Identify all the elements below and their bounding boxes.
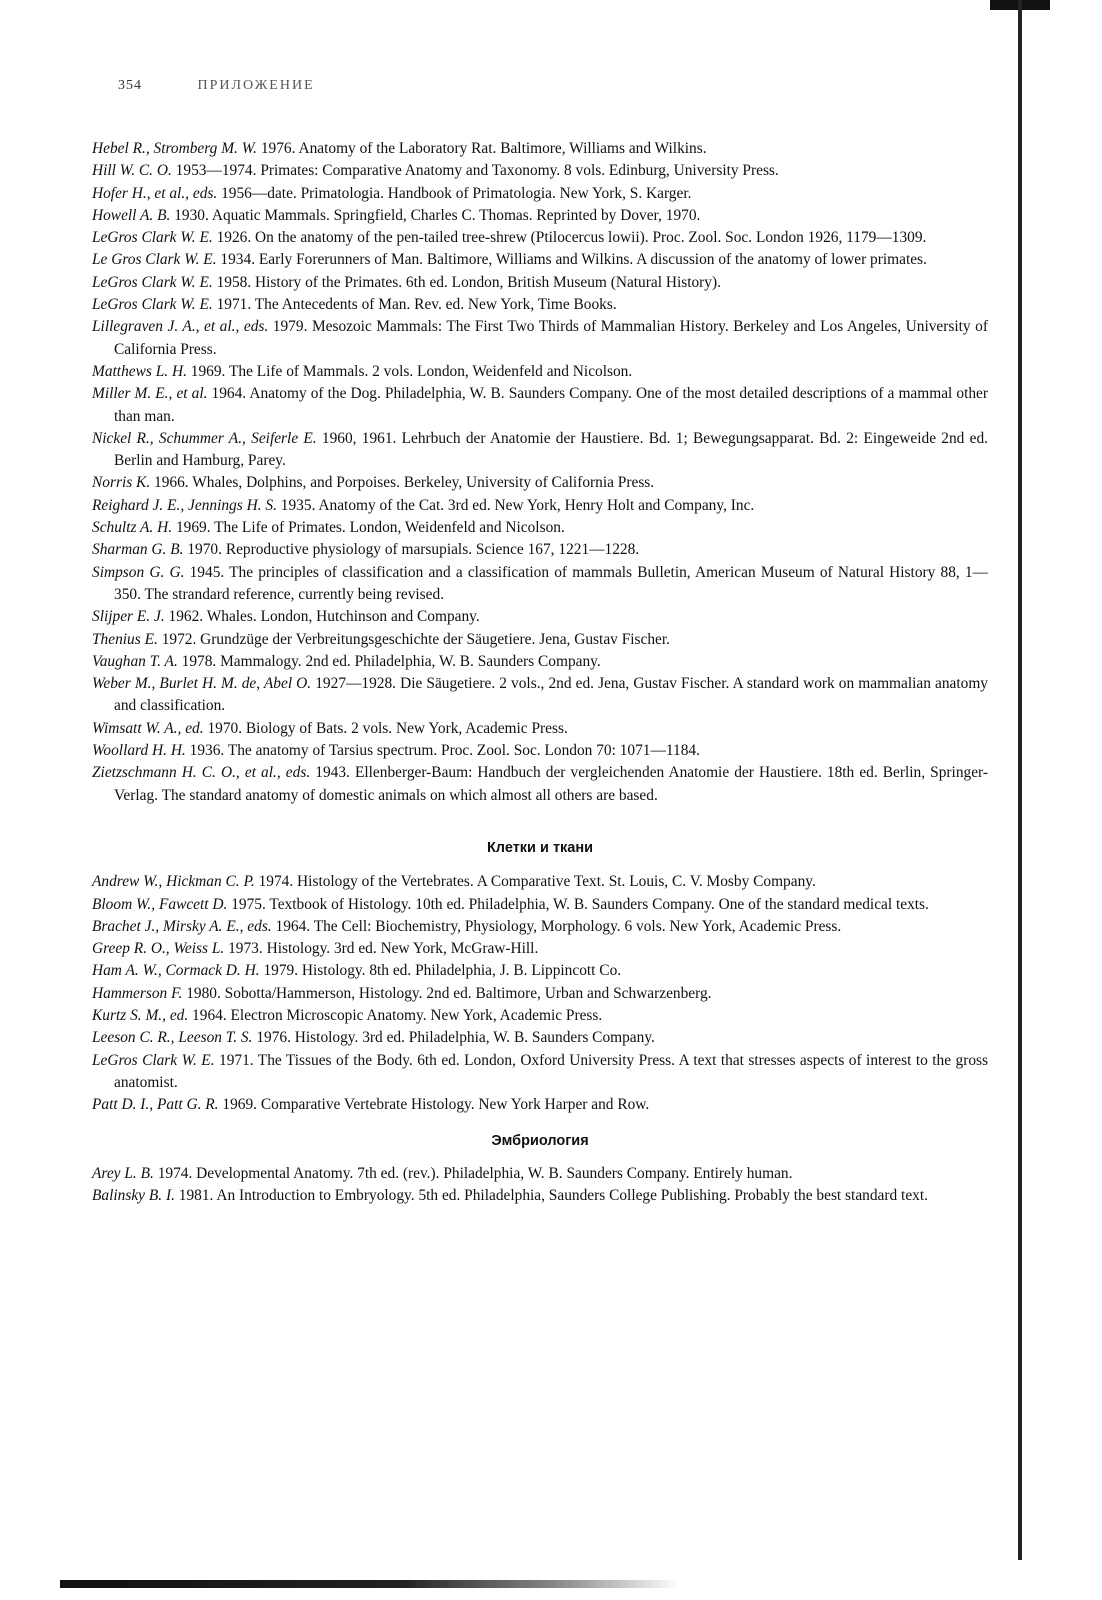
reference-author: Hammerson F. <box>92 984 183 1002</box>
reference-text: 1973. Histology. 3rd ed. New York, McGraw-Hill. <box>224 940 539 958</box>
reference-text: 1969. The Life of Primates. London, Weidenfeld and Nicolson. <box>172 519 565 537</box>
reference-entry <box>92 673 988 718</box>
reference-entry <box>92 472 988 494</box>
reference-entry <box>92 383 988 428</box>
reference-text: 1962. Whales. London, Hutchinson and Company. <box>164 608 480 626</box>
reference-text: 1964. Electron Microscopic Anatomy. New York, Academic Press. <box>188 1006 603 1024</box>
reference-entry <box>92 983 988 1005</box>
reference-text: 1943. Ellenberger-Baum: Handbuch der vergleichenden Anatomie der Haustiere. 18th ed. Berlin, Springer-Verlag. The standard anatomy of domestic animals on which almost all others are based. <box>114 764 988 804</box>
reference-entry <box>92 138 988 160</box>
reference-author: Hebel R., Stromberg M. W. <box>92 140 257 157</box>
reference-text: 1978. Mammalogy. 2nd ed. Philadelphia, W. B. Saunders Company. <box>177 652 601 670</box>
reference-entry <box>92 1050 988 1095</box>
reference-entry <box>92 1027 988 1049</box>
reference-text: 1966. Whales, Dolphins, and Porpoises. Berkeley, University of California Press. <box>150 474 655 492</box>
reference-text: 1976. Histology. 3rd ed. Philadelphia, W. B. Saunders Company. <box>252 1029 655 1047</box>
reference-author: Andrew W., Hickman C. P. <box>92 873 255 891</box>
reference-text: 1969. The Life of Mammals. 2 vols. London, Weidenfeld and Nicolson. <box>186 362 633 380</box>
reference-text: 1979. Histology. 8th ed. Philadelphia, J. B. Lippincott Co. <box>259 962 622 980</box>
reference-text: 1974. Histology of the Vertebrates. A Comparative Text. St. Louis, C. V. Mosby Company. <box>254 873 816 891</box>
reference-text: 1936. The anatomy of Tarsius spectrum. Proc. Zool. Soc. London 70: 1071—1184. <box>185 742 700 760</box>
reference-entry <box>92 495 988 517</box>
reference-author: Weber M., Burlet H. M. de, Abel O. <box>92 675 312 693</box>
reference-author: Matthews L. H. <box>92 362 187 380</box>
reference-author: Leeson C. R., Leeson T. S. <box>92 1029 253 1047</box>
reference-text: 1970. Biology of Bats. 2 vols. New York, Academic Press. <box>203 719 568 737</box>
reference-author: Thenius E. <box>92 630 158 648</box>
reference-text: 1976. Anatomy of the Laboratory Rat. Baltimore, Williams and Wilkins. <box>257 140 707 157</box>
reference-author: Patt D. I., Patt G. R. <box>92 1096 219 1114</box>
reference-entry <box>92 227 988 249</box>
reference-entry <box>92 960 988 982</box>
reference-text: 1934. Early Forerunners of Man. Baltimore, Williams and Wilkins. A discussion of the anatomy of lower primates. <box>216 251 927 269</box>
reference-entry <box>92 651 988 673</box>
reference-author: Le Gros Clark W. E. <box>92 251 217 269</box>
reference-author: Ham A. W., Cormack D. H. <box>92 962 260 980</box>
reference-author: Arey L. B. <box>92 1164 154 1182</box>
reference-entry <box>92 562 988 607</box>
section-heading: Клетки и ткани <box>486 839 594 856</box>
reference-text: 1926. On the anatomy of the pen-tailed tree-shrew (Ptilocercus lowii). Proc. Zool. Soc. London 1926, 1179—1309. <box>212 229 927 247</box>
reference-text: 1956—date. Primatologia. Handbook of Primatologia. New York, S. Karger. <box>217 184 692 202</box>
reference-author: Norris K. <box>92 474 151 492</box>
reference-entry <box>92 539 988 561</box>
reference-entry <box>92 740 988 762</box>
reference-text: 1960, 1961. Lehrbuch der Anatomie der Haustiere. Bd. 1; Bewegungsapparat. Bd. 2: Eingeweide 2nd ed. Berlin and Hamburg, Parey. <box>114 429 988 470</box>
reference-entry <box>92 894 988 916</box>
reference-text: 1964. The Cell: Biochemistry, Physiology, Morphology. 6 vols. New York, Academic Press. <box>271 917 842 935</box>
reference-entry <box>92 316 988 361</box>
reference-author: Wimsatt W. A., ed. <box>92 719 204 737</box>
reference-author: Vaughan T. A. <box>92 652 178 670</box>
reference-entry <box>92 871 988 893</box>
reference-author: Howell A. B. <box>92 206 171 224</box>
reference-author: Schultz A. H. <box>92 519 173 537</box>
reference-author: LeGros Clark W. E. <box>92 296 213 314</box>
reference-text: 1975. Textbook of Histology. 10th ed. Philadelphia, W. B. Saunders Company. One of the standard medical texts. <box>227 895 929 913</box>
running-head: ПРИЛОЖЕНИЕ <box>197 78 315 93</box>
reference-entry <box>92 183 988 205</box>
reference-text: 1958. History of the Primates. 6th ed. London, British Museum (Natural History). <box>212 273 721 291</box>
reference-entry <box>92 629 988 651</box>
reference-entry <box>92 1094 988 1116</box>
reference-text: 1927—1928. Die Säugetiere. 2 vols., 2nd ed. Jena, Gustav Fischer. A standard work on mammalian anatomy and classification. <box>114 675 988 715</box>
reference-author: Bloom W., Fawcett D. <box>92 895 228 913</box>
reference-text: 1945. The principles of classification and a classification of mammals Bulletin, American Museum of Natural History 88, 1—350. The strandard reference, currently being revised. <box>114 563 989 603</box>
reference-author: Balinsky B. I. <box>92 1187 175 1205</box>
reference-entry <box>92 160 988 182</box>
reference-text: 1971. The Tissues of the Body. 6th ed. London, Oxford University Press. A text that stresses aspects of interest to the gross anatomist. <box>114 1051 988 1091</box>
reference-author: Miller M. E., et al. <box>92 385 208 403</box>
reference-author: Hofer H., et al., eds. <box>92 184 218 202</box>
reference-entry <box>92 916 988 938</box>
reference-entry <box>92 361 988 383</box>
reference-text: 1972. Grundzüge der Verbreitungsgeschichte der Säugetiere. Jena, Gustav Fischer. <box>157 630 671 648</box>
reference-author: Brachet J., Mirsky A. E., eds. <box>92 917 272 935</box>
reference-author: Simpson G. G. <box>92 563 185 581</box>
reference-entry <box>92 205 988 227</box>
page-edge-shadow <box>1018 0 1040 1560</box>
reference-entry <box>92 272 988 294</box>
reference-author: Kurtz S. M., ed. <box>92 1006 189 1024</box>
reference-entry <box>92 762 988 807</box>
reference-entry <box>92 428 988 473</box>
reference-author: Zietzschmann H. C. O., et al., eds. <box>92 764 311 782</box>
bibliography-section <box>92 138 988 807</box>
page-header <box>118 78 315 94</box>
bibliography-section <box>92 1130 988 1207</box>
reference-text: 1964. Anatomy of the Dog. Philadelphia, W. B. Saunders Company. One of the most detailed descriptions of a mammal other than man. <box>114 385 988 425</box>
reference-text: 1970. Reproductive physiology of marsupials. Science 167, 1221—1228. <box>183 541 640 559</box>
reference-entry <box>92 517 988 539</box>
reference-entry <box>92 606 988 628</box>
reference-text: 1930. Aquatic Mammals. Springfield, Charles C. Thomas. Reprinted by Dover, 1970. <box>170 206 701 224</box>
bibliography <box>92 138 988 1207</box>
reference-author: LeGros Clark W. E. <box>92 229 213 247</box>
reference-author: Lillegraven J. A., et al., eds. <box>92 318 269 336</box>
reference-entry <box>92 1005 988 1027</box>
reference-text: 1979. Mesozoic Mammals: The First Two Thirds of Mammalian History. Berkeley and Los Angeles, University of California Press. <box>114 318 988 358</box>
reference-author: Greep R. O., Weiss L. <box>92 940 225 958</box>
reference-author: Reighard J. E., Jennings H. S. <box>92 496 277 514</box>
reference-author: Slijper E. J. <box>92 608 165 626</box>
reference-entry <box>92 938 988 960</box>
reference-author: LeGros Clark W. E. <box>92 1051 215 1069</box>
reference-text: 1971. The Antecedents of Man. Rev. ed. New York, Time Books. <box>212 296 617 314</box>
reference-text: 1974. Developmental Anatomy. 7th ed. (rev.). Philadelphia, W. B. Saunders Company. Entirely human. <box>153 1164 793 1182</box>
reference-text: 1953—1974. Primates: Comparative Anatomy and Taxonomy. 8 vols. Edinburg, University Press. <box>171 162 779 180</box>
reference-text: 1980. Sobotta/Hammerson, Histology. 2nd ed. Baltimore, Urban and Schwarzenberg. <box>182 984 712 1002</box>
reference-entry <box>92 249 988 271</box>
section-heading: Эмбриология <box>491 1133 589 1150</box>
reference-author: Woollard H. H. <box>92 742 186 760</box>
reference-text: 1935. Anatomy of the Cat. 3rd ed. New York, Henry Holt and Company, Inc. <box>276 496 755 514</box>
scan-edge-bottom <box>60 1580 680 1588</box>
reference-author: Hill W. C. O. <box>92 162 172 180</box>
reference-entry <box>92 294 988 316</box>
reference-author: LeGros Clark W. E. <box>92 273 213 291</box>
reference-entry <box>92 1163 988 1185</box>
reference-author: Sharman G. B. <box>92 541 184 559</box>
page-number: 354 <box>118 78 142 93</box>
reference-text: 1969. Comparative Vertebrate Histology. New York Harper and Row. <box>218 1096 650 1114</box>
reference-text: 1981. An Introduction to Embryology. 5th ed. Philadelphia, Saunders College Publishing. Probably the best standard text. <box>174 1187 928 1205</box>
reference-author: Nickel R., Schummer A., Seiferle E. <box>92 429 317 447</box>
reference-entry <box>92 718 988 740</box>
reference-entry <box>92 1185 988 1207</box>
bibliography-section <box>92 837 988 1117</box>
